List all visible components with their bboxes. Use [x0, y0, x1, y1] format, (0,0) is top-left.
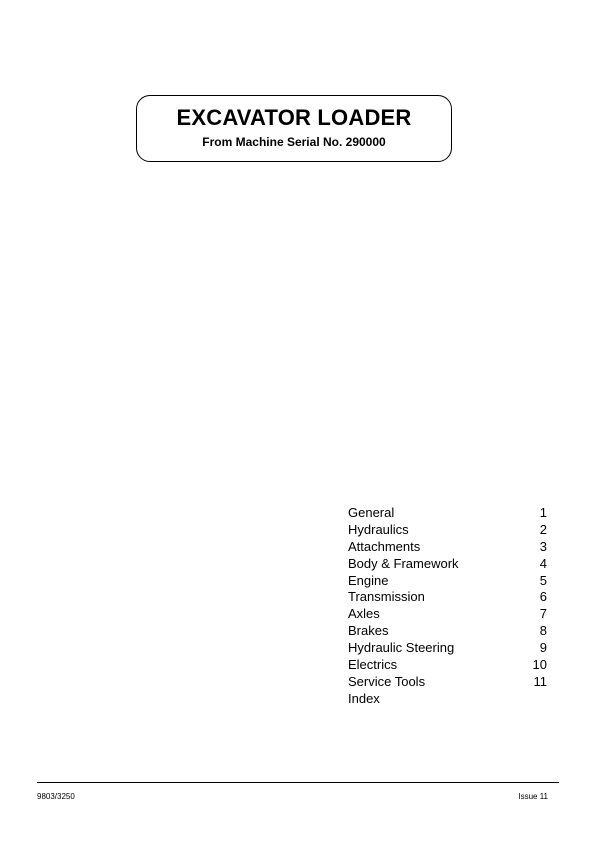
document-title: EXCAVATOR LOADER [176, 105, 412, 130]
toc-item-label: Electrics [348, 657, 398, 673]
toc-item-electrics[interactable] [348, 657, 547, 674]
toc-item-hydraulic-steering[interactable] [348, 640, 547, 657]
toc-item-number: 4 [539, 555, 547, 571]
toc-item-label: Engine [348, 572, 389, 588]
document-subtitle: From Machine Serial No. 290000 [202, 135, 386, 149]
issue-number: Issue 11 [518, 792, 548, 801]
toc-item-number: 10 [532, 657, 547, 673]
toc-item-label: Hydraulics [348, 521, 409, 537]
toc-item-transmission[interactable] [348, 589, 547, 606]
toc-item-axles[interactable] [348, 606, 547, 623]
toc-item-number: 11 [533, 673, 547, 689]
toc-item-engine[interactable] [348, 573, 547, 590]
toc-item-label: Axles [348, 606, 380, 622]
toc-item-label: Attachments [348, 538, 421, 554]
footer-divider [37, 782, 559, 783]
document-code: 9803/3250 [37, 792, 75, 801]
toc-item-service-tools[interactable] [348, 674, 547, 691]
toc-item-number: 9 [539, 640, 547, 656]
toc-item-number: 2 [539, 521, 547, 537]
toc-item-general[interactable] [348, 505, 547, 522]
toc-item-number: 1 [539, 505, 547, 520]
toc-item-body-framework[interactable] [348, 556, 547, 573]
toc-item-number: 6 [539, 589, 547, 605]
title-box [136, 95, 452, 162]
table-of-contents [348, 505, 547, 708]
toc-item-label: General [348, 505, 395, 520]
toc-item-number: 5 [539, 572, 547, 588]
toc-item-label: Index [348, 690, 380, 706]
toc-item-label: Service Tools [348, 673, 426, 689]
toc-item-label: Brakes [348, 623, 389, 639]
toc-item-index[interactable] [348, 691, 547, 708]
toc-item-number: 7 [539, 606, 547, 622]
toc-item-label: Hydraulic Steering [348, 640, 455, 656]
toc-item-label: Transmission [348, 589, 425, 605]
toc-item-hydraulics[interactable] [348, 522, 547, 539]
toc-item-label: Body & Framework [348, 555, 459, 571]
toc-item-attachments[interactable] [348, 539, 547, 556]
toc-item-number: 8 [539, 623, 547, 639]
toc-item-number: 3 [539, 538, 547, 554]
toc-item-brakes[interactable] [348, 623, 547, 640]
